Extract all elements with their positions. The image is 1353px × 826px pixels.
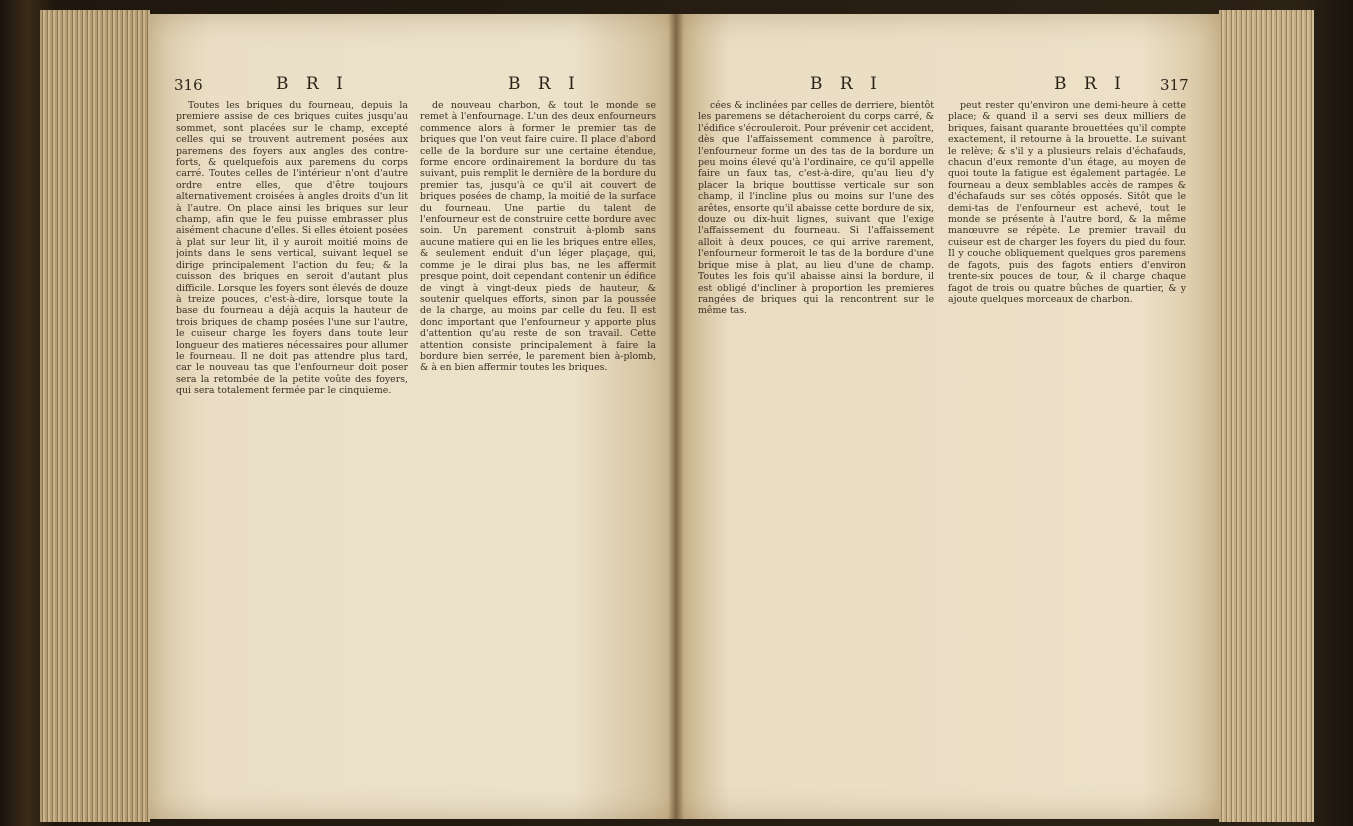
left-page-edges [40,10,150,822]
left-column-1 [176,100,408,819]
left-column-2-text: de nouveau charbon, & tout le monde se remet à l'enfournage. L'un des deux enfourneurs commence alors à former le premier tas de briques que l'on veut faire cuire. Il place d'abord celle de la bordure sur une certaine étendue, forme encore ordinairement la bordure du tas suivant, puis remplit le dernière de la bordure du premier tas, jusqu'à ce qu'il ait couvert de briques posées de champ, la moitié de la surface du fourneau. Une partie du talent de l'enfourneur est de construire cette bordure avec soin. Un parement construit à-plomb sans aucune matiere qui en lie les briques entre elles, & seulement enduit d'un léger plaçage, qui, comme je le dirai plus bas, ne les affermit presque point, doit cependant contenir un édifice de vingt à vingt-deux pieds de hauteur, & soutenir quelques efforts, sinon par la poussée de la charge, au moins par celle du feu. Il est donc important que l'enfourneur y apporte plus d'attention qu'au reste de son travail. Cette attention consiste principalement à faire la bordure bien serrée, le parement bien à-plomb, & à en bien affermir toutes les briques. [420,100,656,374]
left-header-right: B R I [508,74,581,94]
right-page-edges [1219,10,1314,822]
right-header-left: B R I [810,74,883,94]
right-column-2-text: peut rester qu'environ une demi-heure à cette place; & quand il a servi ses deux milliers de briques, faisant quarante brouettées qu'il compte exactement, il retourne à la brouette. Le suivant le relève; & s'il y a plusieurs relais d'échafauds, chacun d'eux remonte d'un étage, au moyen de quoi toute la fatigue est également partagée. Le fourneau a deux semblables accès de rampes & d'échafauds sur ses côtés opposés. Sitôt que le demi-tas de l'enfourneur est achevé, tout le monde se présente à l'autre bord, & la même manœuvre se répète. Le premier travail du cuiseur est de charger les foyers du pied du four. Il y couche obliquement quelques gros paremens de fagots, puis des fagots entiers d'environ trente-six pouces de tour, & il charge chaque fagot de trois ou quatre bûches de quartier, & y ajoute quelques morceaux de charbon. [948,100,1186,305]
left-column-2 [420,100,656,819]
left-page-number: 316 [174,76,203,94]
right-column-1 [698,100,934,819]
left-header-left: B R I [276,74,349,94]
right-page [676,14,1221,819]
book-gutter [668,14,684,819]
right-column-1-text: cées & inclinées par celles de derriere, bientôt les paremens se détacheroient du corps carré, & l'édifice s'écrouleroit. Pour prévenir cet accident, dès que l'affaissement commence à paroître, l'enfourneur forme un des tas de la bordure un peu moins élevé qu'à l'ordinaire, ce qu'il appelle faire un faux tas, c'est-à-dire, qu'au lieu d'y placer la brique bouttisse verticale sur son champ, il l'incline plus ou moins sur l'une des arêtes, ensorte qu'il abaisse cette bordure de six, douze ou dix-huit lignes, suivant que l'exige l'affaissement du fourneau. Si l'affaissement alloit à deux pouces, ce qui arrive rarement, l'enfourneur formeroit le tas de la bordure d'une brique mise à plat, au lieu d'une de champ. Toutes les fois qu'il abaisse ainsi la bordure, il est obligé d'incliner à proportion les premieres rangées de briques qui la rencontrent sur le même tas. [698,100,934,317]
right-page-number: 317 [1160,76,1189,94]
left-page [148,14,678,819]
right-header-right: B R I [1054,74,1127,94]
left-column-1-text: Toutes les briques du fourneau, depuis la premiere assise de ces briques cuites jusqu'au sommet, sont placées sur le champ, excepté celles qui se trouvent autrement posées aux paremens des foyers aux angles des contre-forts, & quelquefois aux paremens du corps carré. Toutes celles de l'intérieur n'ont d'autre ordre entre elles, que d'être toujours alternativement croisées à angles droits d'un lit à l'autre. On place ainsi les briques sur leur champ, afin que le feu puisse embrasser plus aisément chacune d'elles. Si elles étoient posées à plat sur leur lit, il y auroit moitié moins de joints dans le sens vertical, suivant lequel se dirige principalement l'action du feu; & la cuisson des briques en seroit d'autant plus difficile. Lorsque les foyers sont élevés de douze à treize pouces, c'est-à-dire, lorsque toute la base du fourneau a déjà acquis la hauteur de trois briques de champ posées l'une sur l'autre, le cuiseur charge les foyers dans toute leur longueur des matieres nécessaires pour allumer le fourneau. Il ne doit pas attendre plus tard, car le nouveau tas que l'enfourneur doit poser sera la retombée de la petite voûte des foyers, qui sera totalement fermée par le cinquieme. [176,100,408,397]
right-column-2 [948,100,1186,819]
